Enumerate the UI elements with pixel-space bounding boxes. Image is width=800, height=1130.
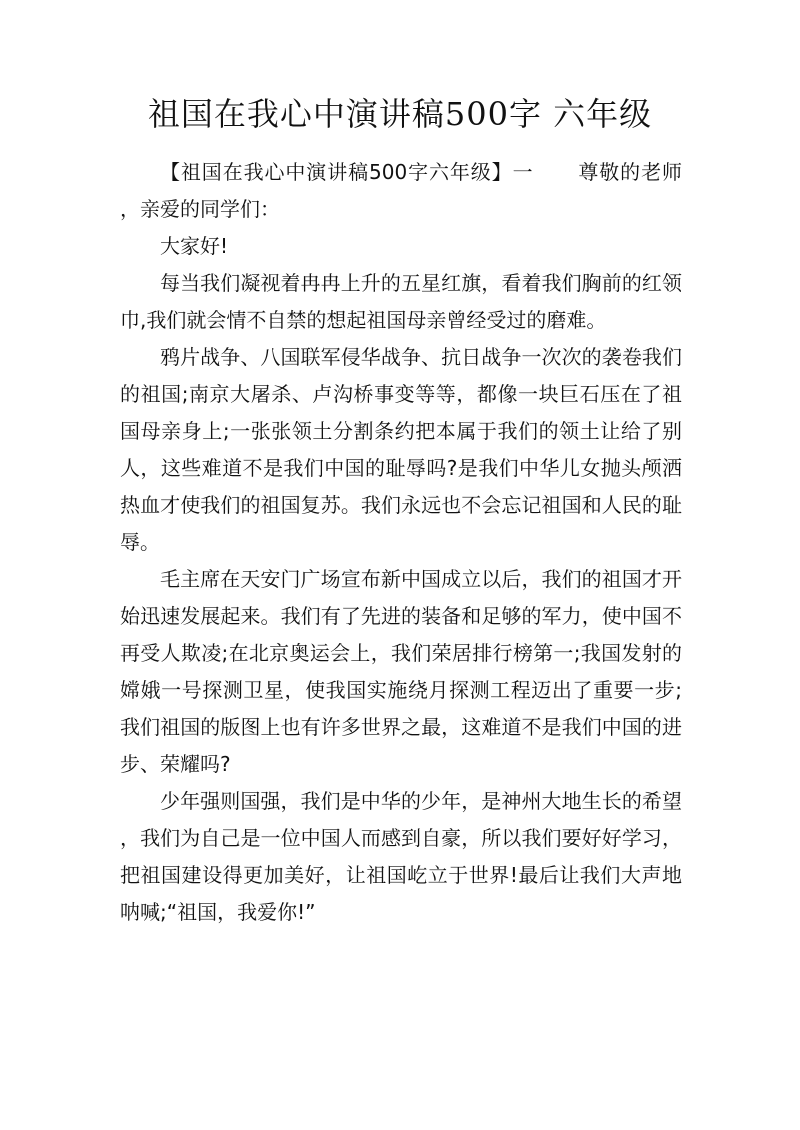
paragraph-flag: 每当我们凝视着冉冉上升的五星红旗，看着我们胸前的红领巾,我们就会情不自禁的想起祖国母亲曾经受过的磨难。 (120, 271, 682, 332)
intro-paragraph (120, 154, 682, 228)
intro-label: 【祖国在我心中演讲稿500字六年级】一 (160, 160, 534, 184)
intro-greeting: 尊敬的老师，亲爱的同学们： (120, 160, 682, 221)
paragraph-development: 毛主席在天安门广场宣布新中国成立以后，我们的祖国才开始迅速发展起来。我们有了先进的装备和足够的军力，使中国不再受人欺凌;在北京奥运会上，我们荣居排行榜第一;我国发射的嫦娥一号探测卫星，使我国实施绕月探测工程迈出了重要一步;我们祖国的版图上也有许多世界之最，这难道不是我们中国的进步、荣耀吗? (120, 567, 682, 776)
document-title: 祖国在我心中演讲稿500字 六年级 (147, 95, 653, 133)
paragraph-greeting: 大家好! (160, 234, 229, 258)
paragraph-youth: 少年强则国强，我们是中华的少年，是神州大地生长的希望，我们为自己是一位中国人而感到自豪，所以我们要好好学习，把祖国建设得更加美好，让祖国屹立于世界!最后让我们大声地呐喊;“祖国，我爱你!” (120, 789, 682, 924)
document-body (120, 154, 682, 931)
paragraph-history: 鸦片战争、八国联军侵华战争、抗日战争一次次的袭卷我们的祖国;南京大屠杀、卢沟桥事变等等，都像一块巨石压在了祖国母亲身上;一张张领土分割条约把本属于我们的领土让给了别人，这些难道不是我们中国的耻辱吗?是我们中华儿女抛头颅洒热血才使我们的祖国复苏。我们永远也不会忘记祖国和人民的耻辱。 (120, 345, 682, 554)
